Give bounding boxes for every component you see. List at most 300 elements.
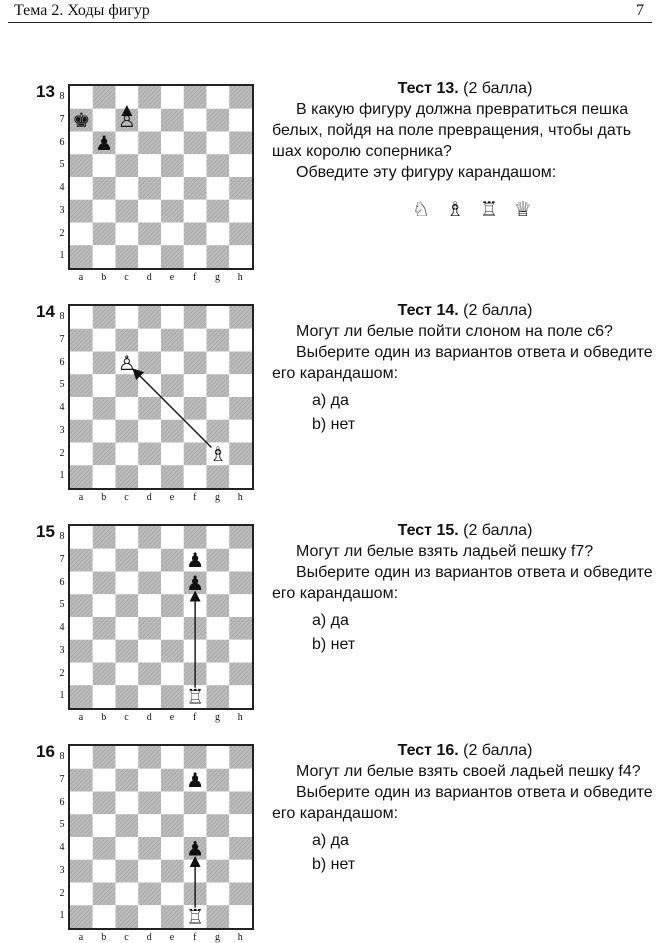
board-square <box>116 200 139 223</box>
board-square <box>70 306 93 329</box>
option-a[interactable]: a) да <box>312 392 349 409</box>
board-square <box>116 549 139 572</box>
board-square <box>184 792 207 815</box>
knight-icon[interactable]: ♘ <box>412 197 430 221</box>
board-square <box>138 329 161 352</box>
board-square <box>229 132 252 155</box>
file-label: e <box>169 272 175 283</box>
board-square <box>161 109 184 132</box>
board-square <box>138 306 161 329</box>
board-square <box>93 640 116 663</box>
board-square <box>184 86 207 109</box>
board-square <box>207 594 230 617</box>
file-label: a <box>78 712 84 723</box>
rank-label: 1 <box>59 910 65 922</box>
board-square <box>138 685 161 708</box>
board-square <box>229 860 252 883</box>
board-square <box>207 223 230 246</box>
board-square <box>116 329 139 352</box>
board-square <box>207 374 230 397</box>
board-square <box>161 663 184 686</box>
board-square <box>116 883 139 906</box>
rank-label: 5 <box>59 159 65 171</box>
board-square <box>229 223 252 246</box>
chapter-title: Тема 2. Ходы фигур <box>14 2 150 19</box>
board-square <box>229 200 252 223</box>
board-square <box>138 549 161 572</box>
board-square <box>207 306 230 329</box>
board-square <box>161 860 184 883</box>
board-square <box>229 814 252 837</box>
board-square <box>116 905 139 928</box>
board-square <box>116 746 139 769</box>
test-instruction: Выберите один из вариантов ответа и обведите его карандашом: <box>272 344 653 382</box>
board-square <box>184 200 207 223</box>
file-label: d <box>146 932 152 943</box>
board-square <box>138 792 161 815</box>
board-square <box>229 905 252 928</box>
file-label: b <box>101 932 107 943</box>
board-square <box>161 177 184 200</box>
board-square <box>138 223 161 246</box>
board-square <box>184 374 207 397</box>
board-square <box>70 329 93 352</box>
rank-label: 2 <box>59 447 65 459</box>
board-square <box>207 617 230 640</box>
rank-label: 6 <box>59 356 65 368</box>
board-square <box>184 397 207 420</box>
board-square <box>229 640 252 663</box>
board-square <box>70 154 93 177</box>
board-square <box>184 223 207 246</box>
test-question: Могут ли белые взять своей ладьей пешку f4? <box>296 763 641 780</box>
board-square <box>116 465 139 488</box>
rank-label: 3 <box>59 644 65 656</box>
rank-label: 1 <box>59 250 65 262</box>
rank-label: 6 <box>59 576 65 588</box>
black-pawn-icon: ♟ <box>186 768 205 793</box>
board-square <box>93 200 116 223</box>
test-title: Тест 13. (2 балла) <box>397 80 533 97</box>
board-square <box>161 86 184 109</box>
board-square <box>138 420 161 443</box>
board-square <box>116 177 139 200</box>
rank-label: 1 <box>59 470 65 482</box>
board-square <box>138 177 161 200</box>
board-square <box>207 352 230 375</box>
chess-board <box>68 304 254 490</box>
board-square <box>70 572 93 595</box>
test-14-text <box>272 300 658 435</box>
test-question: Могут ли белые пойти слоном на поле c6? <box>296 323 613 340</box>
board-square <box>93 329 116 352</box>
file-label: c <box>124 492 129 503</box>
board-square <box>161 594 184 617</box>
board-square <box>93 572 116 595</box>
board-square <box>116 594 139 617</box>
test-title: Тест 15. (2 балла) <box>397 522 533 539</box>
board-square <box>229 769 252 792</box>
board-square <box>229 374 252 397</box>
board-square <box>229 154 252 177</box>
test-16-text <box>272 740 658 875</box>
rank-label: 7 <box>59 113 65 125</box>
board-square <box>207 792 230 815</box>
white-bishop-icon: ♗ <box>208 441 227 466</box>
board-square <box>184 177 207 200</box>
board-square <box>184 306 207 329</box>
board-square <box>207 905 230 928</box>
board-square <box>93 154 116 177</box>
rank-label: 6 <box>59 136 65 148</box>
file-label: b <box>101 492 107 503</box>
board-square <box>138 572 161 595</box>
board-square <box>138 769 161 792</box>
rank-label: 3 <box>59 204 65 216</box>
diagram-number: 15 <box>36 522 55 541</box>
board-square <box>207 860 230 883</box>
board-square <box>207 420 230 443</box>
option-b[interactable]: b) нет <box>312 636 356 653</box>
board-square <box>138 154 161 177</box>
file-label: e <box>169 932 175 943</box>
board-square <box>93 792 116 815</box>
rank-label: 2 <box>59 227 65 239</box>
board-square <box>93 420 116 443</box>
board-square <box>184 132 207 155</box>
board-square <box>138 397 161 420</box>
option-b[interactable]: b) нет <box>312 856 356 873</box>
black-pawn-icon: ♟ <box>186 570 205 595</box>
board-square <box>161 792 184 815</box>
board-square <box>116 223 139 246</box>
board-square <box>138 245 161 268</box>
test-title: Тест 16. (2 балла) <box>397 742 533 759</box>
rank-label: 8 <box>59 751 65 762</box>
file-label: f <box>193 492 197 503</box>
board-square <box>229 572 252 595</box>
board-square <box>138 814 161 837</box>
rank-label: 2 <box>59 667 65 679</box>
file-label: c <box>124 712 129 723</box>
board-square <box>207 769 230 792</box>
board-square <box>70 549 93 572</box>
board-square <box>184 814 207 837</box>
white-rook-icon: ♖ <box>186 904 205 928</box>
file-label: c <box>124 932 129 943</box>
board-square <box>70 420 93 443</box>
black-pawn-icon: ♟ <box>186 836 205 861</box>
file-label: c <box>124 272 129 283</box>
board-square <box>93 905 116 928</box>
board-square <box>93 223 116 246</box>
board-square <box>70 465 93 488</box>
board-square <box>116 443 139 466</box>
option-a[interactable]: a) да <box>312 832 349 849</box>
board-square <box>207 154 230 177</box>
board-square <box>207 640 230 663</box>
board-square <box>93 860 116 883</box>
bishop-icon[interactable]: ♗ <box>446 197 464 221</box>
board-square <box>116 86 139 109</box>
board-square <box>93 769 116 792</box>
file-label: g <box>215 712 220 723</box>
board-square <box>229 86 252 109</box>
white-pawn-icon: ♙ <box>117 350 136 375</box>
board-square <box>93 397 116 420</box>
test-instruction: Выберите один из вариантов ответа и обведите его карандашом: <box>272 564 653 602</box>
rank-label: 4 <box>59 182 65 193</box>
board-square <box>229 329 252 352</box>
file-label: f <box>193 272 197 283</box>
board-square <box>116 814 139 837</box>
board-square <box>229 549 252 572</box>
chess-board <box>68 744 254 930</box>
rank-label: 8 <box>59 311 65 322</box>
board-square <box>70 177 93 200</box>
board-square <box>229 306 252 329</box>
board-square <box>161 746 184 769</box>
board-square <box>93 837 116 860</box>
rank-label: 4 <box>59 842 65 853</box>
board-square <box>161 132 184 155</box>
board-square <box>116 617 139 640</box>
board-square <box>161 905 184 928</box>
board-square <box>207 86 230 109</box>
test-13-text <box>272 78 658 183</box>
board-square <box>161 640 184 663</box>
board-square <box>70 905 93 928</box>
rank-label: 4 <box>59 402 65 413</box>
board-square <box>70 86 93 109</box>
test-instruction: Выберите один из вариантов ответа и обведите его карандашом: <box>272 784 653 822</box>
board-square <box>116 245 139 268</box>
board-square <box>207 685 230 708</box>
board-square <box>207 109 230 132</box>
board-square <box>161 549 184 572</box>
diagram-number: 16 <box>36 742 55 761</box>
board-square <box>207 177 230 200</box>
board-square <box>138 837 161 860</box>
file-label: g <box>215 492 220 503</box>
board-square <box>207 746 230 769</box>
board-square <box>138 465 161 488</box>
file-label: e <box>169 492 175 503</box>
board-square <box>70 769 93 792</box>
board-square <box>229 420 252 443</box>
board-square <box>207 245 230 268</box>
board-square <box>138 883 161 906</box>
board-square <box>207 526 230 549</box>
board-square <box>161 154 184 177</box>
board-square <box>229 792 252 815</box>
board-square <box>207 397 230 420</box>
board-square <box>161 443 184 466</box>
rank-label: 5 <box>59 819 65 831</box>
board-square <box>161 685 184 708</box>
board-square <box>138 86 161 109</box>
board-square <box>116 132 139 155</box>
board-square <box>70 526 93 549</box>
board-square <box>70 640 93 663</box>
board-square <box>161 200 184 223</box>
file-label: b <box>101 712 107 723</box>
file-label: h <box>237 492 243 503</box>
file-label: a <box>78 272 84 283</box>
board-square <box>207 837 230 860</box>
board-square <box>161 329 184 352</box>
board-square <box>93 443 116 466</box>
rank-label: 4 <box>59 622 65 633</box>
rank-label: 3 <box>59 424 65 436</box>
page-number: 7 <box>636 2 644 19</box>
rank-label: 5 <box>59 599 65 611</box>
board-square <box>70 814 93 837</box>
board-square <box>207 200 230 223</box>
board-square <box>161 374 184 397</box>
file-label: b <box>101 272 107 283</box>
test-instruction: Обведите эту фигуру карандашом: <box>296 164 557 181</box>
board-square <box>138 109 161 132</box>
board-square <box>93 465 116 488</box>
file-label: h <box>237 712 243 723</box>
board-square <box>229 883 252 906</box>
option-a[interactable]: a) да <box>312 612 349 629</box>
rank-label: 6 <box>59 796 65 808</box>
board-square <box>138 200 161 223</box>
board-square <box>70 374 93 397</box>
board-square <box>184 746 207 769</box>
chess-board <box>68 84 254 270</box>
rank-label: 1 <box>59 690 65 702</box>
diagram-number: 14 <box>36 302 55 321</box>
board-square <box>70 132 93 155</box>
board-square <box>70 200 93 223</box>
board-square <box>229 177 252 200</box>
board-square <box>229 746 252 769</box>
test-title: Тест 14. (2 балла) <box>397 302 533 319</box>
test-15-text <box>272 520 658 655</box>
rank-label: 8 <box>59 91 65 102</box>
board-square <box>161 245 184 268</box>
board-square <box>70 663 93 686</box>
board-square <box>229 837 252 860</box>
board-square <box>138 352 161 375</box>
board-square <box>116 420 139 443</box>
rank-label: 7 <box>59 333 65 345</box>
board-square <box>116 792 139 815</box>
board-square <box>138 860 161 883</box>
board-square <box>138 594 161 617</box>
board-square <box>184 465 207 488</box>
file-label: g <box>215 932 220 943</box>
board-square <box>93 746 116 769</box>
board-square <box>229 594 252 617</box>
board-square <box>229 397 252 420</box>
board-square <box>93 617 116 640</box>
board-square <box>161 769 184 792</box>
board-square <box>93 549 116 572</box>
board-square <box>116 685 139 708</box>
board-square <box>229 663 252 686</box>
board-square <box>161 420 184 443</box>
board-square <box>116 572 139 595</box>
board-square <box>138 617 161 640</box>
board-square <box>207 132 230 155</box>
board-square <box>229 245 252 268</box>
board-square <box>184 329 207 352</box>
board-square <box>161 617 184 640</box>
board-square <box>93 109 116 132</box>
board-square <box>161 572 184 595</box>
file-label: d <box>146 712 152 723</box>
board-square <box>70 245 93 268</box>
queen-icon[interactable]: ♕ <box>514 197 532 221</box>
board-square <box>116 306 139 329</box>
board-square <box>184 154 207 177</box>
board-square <box>138 905 161 928</box>
board-square <box>161 837 184 860</box>
rank-label: 8 <box>59 531 65 542</box>
board-square <box>184 109 207 132</box>
board-square <box>93 177 116 200</box>
board-square <box>70 223 93 246</box>
white-pawn-icon: ♙ <box>117 108 136 133</box>
board-square <box>184 352 207 375</box>
board-square <box>229 685 252 708</box>
board-square <box>138 640 161 663</box>
board-square <box>116 860 139 883</box>
board-square <box>93 306 116 329</box>
board-square <box>70 860 93 883</box>
board-square <box>93 245 116 268</box>
board-square <box>116 640 139 663</box>
file-label: a <box>78 492 84 503</box>
rank-label: 3 <box>59 864 65 876</box>
board-square <box>93 594 116 617</box>
board-square <box>93 526 116 549</box>
file-label: d <box>146 492 152 503</box>
rook-icon[interactable]: ♖ <box>480 197 498 221</box>
board-square <box>161 526 184 549</box>
board-square <box>116 837 139 860</box>
board-square <box>93 374 116 397</box>
black-pawn-icon: ♟ <box>95 130 114 155</box>
board-square <box>93 86 116 109</box>
black-king-icon: ♚ <box>72 108 91 133</box>
file-label: f <box>193 712 197 723</box>
file-label: d <box>146 272 152 283</box>
board-square <box>116 769 139 792</box>
board-square <box>116 154 139 177</box>
board-square <box>138 132 161 155</box>
board-square <box>184 443 207 466</box>
file-label: h <box>237 932 243 943</box>
board-square <box>161 352 184 375</box>
file-label: f <box>193 932 197 943</box>
rank-label: 2 <box>59 887 65 899</box>
option-b[interactable]: b) нет <box>312 416 356 433</box>
board-square <box>184 245 207 268</box>
board-square <box>207 329 230 352</box>
board-square <box>229 352 252 375</box>
board-square <box>229 109 252 132</box>
rank-label: 7 <box>59 773 65 785</box>
file-label: e <box>169 712 175 723</box>
board-square <box>70 352 93 375</box>
board-square <box>70 685 93 708</box>
board-square <box>70 746 93 769</box>
